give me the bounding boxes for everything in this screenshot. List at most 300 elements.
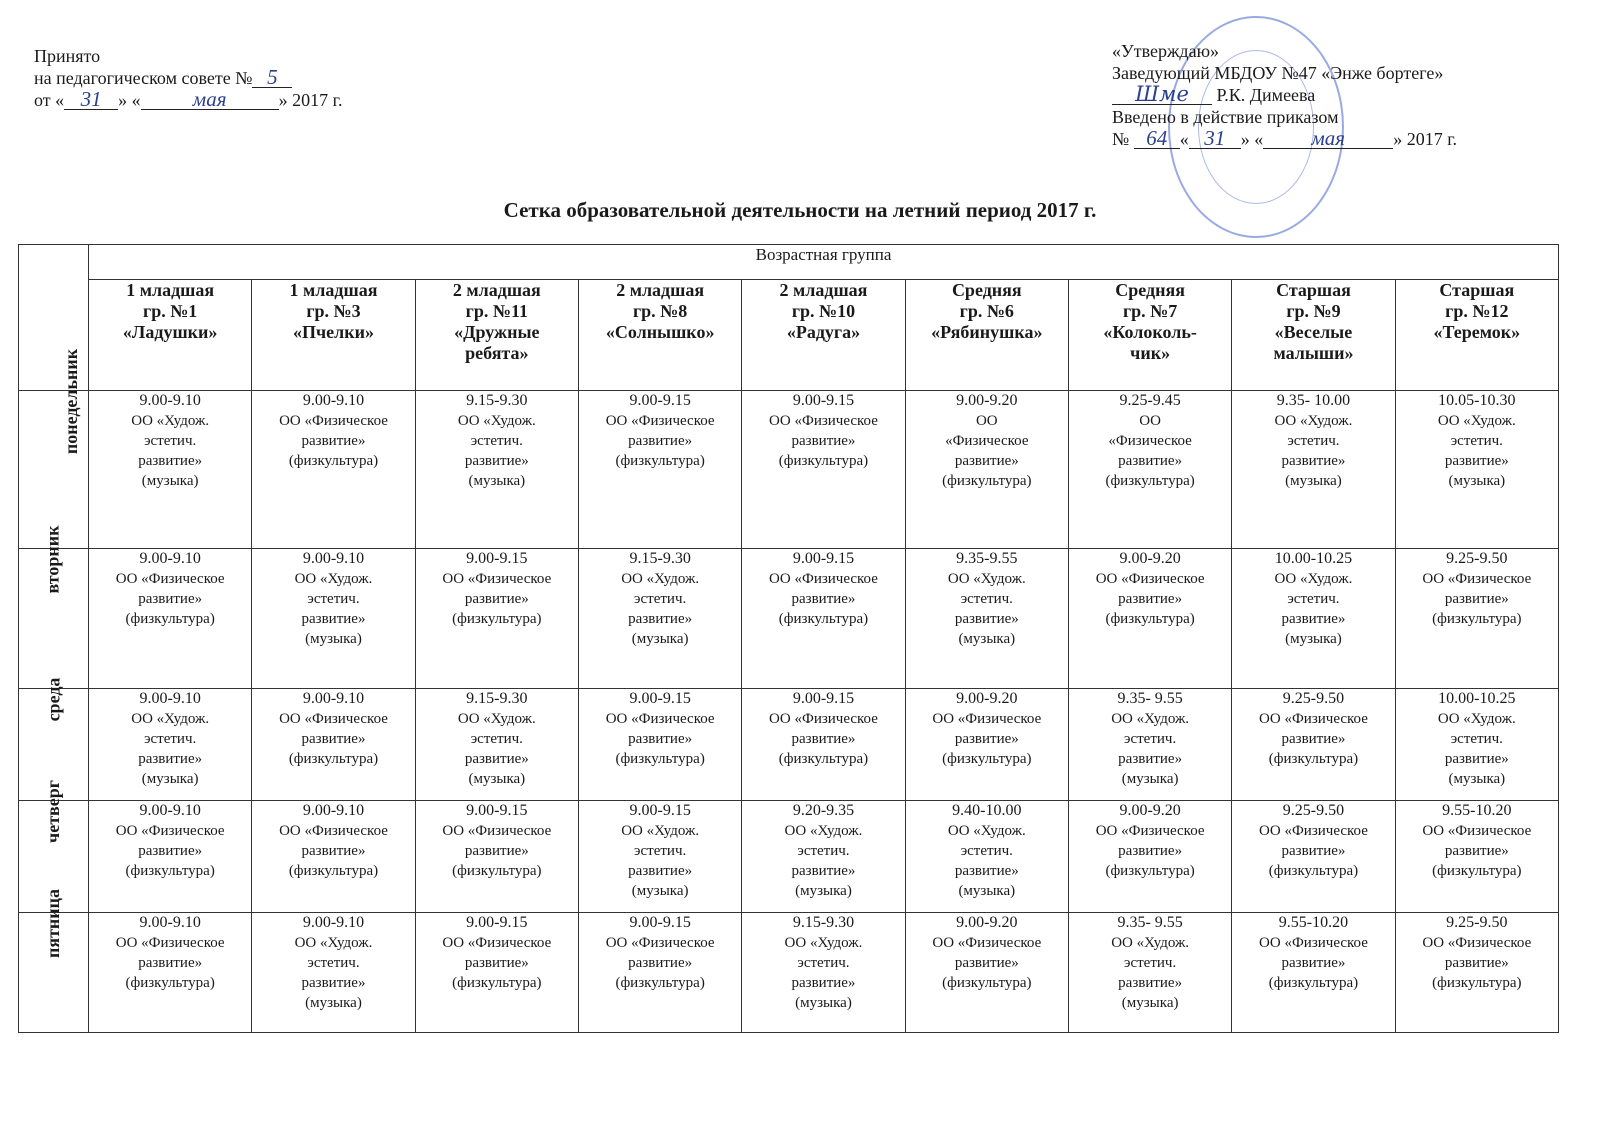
session-text: (музыка) [1121, 995, 1179, 1011]
session-time: 9.00-9.15 [466, 914, 528, 931]
day-label: четверг [42, 780, 63, 843]
session-text: ОО «Физическое [1422, 571, 1532, 587]
schedule-table [18, 244, 1559, 1033]
group-header-line: малыши» [1273, 343, 1354, 363]
session-text: эстетич. [797, 843, 850, 859]
session-text: эстетич. [1124, 731, 1177, 747]
day-label: понедельник [61, 348, 82, 455]
date-prefix: от « [34, 90, 65, 110]
session-text: развитие» [1118, 591, 1183, 607]
session-text: развитие» [954, 731, 1019, 747]
signature-line [1112, 84, 1457, 106]
schedule-cell [905, 549, 1068, 689]
session-text: (музыка) [305, 631, 362, 647]
session-text: развитие» [1118, 843, 1183, 859]
session-time: 9.00-9.15 [629, 392, 691, 409]
day-cell [19, 525, 89, 689]
schedule-cell [905, 391, 1068, 549]
session-text: ОО «Физическое [932, 711, 1042, 727]
order-prefix: № [1112, 129, 1130, 149]
session-text: (физкультура) [1268, 863, 1359, 879]
session-text: ОО «Худож. [1437, 711, 1516, 727]
session-time: 9.00-9.15 [792, 392, 855, 409]
session-time: 9.15-9.30 [629, 550, 691, 567]
session-text: (музыка) [141, 473, 199, 489]
group-header-line: «Веселые [1274, 322, 1353, 342]
approval-block-left [34, 46, 343, 111]
session-text: ОО «Худож. [1111, 711, 1190, 727]
group-header-line: Средняя [951, 280, 1022, 300]
schedule-cell [578, 549, 741, 689]
session-text: эстетич. [634, 843, 687, 859]
session-text: ОО «Физическое [1095, 823, 1205, 839]
session-time: 9.00-9.10 [139, 392, 201, 409]
session-text: развитие» [954, 611, 1019, 627]
session-text: эстетич. [797, 955, 850, 971]
session-text: ОО «Худож. [1437, 413, 1516, 429]
schedule-cell [415, 391, 578, 549]
session-text: развитие» [791, 863, 856, 879]
day-row [19, 801, 1559, 913]
session-text: развитие» [1118, 975, 1183, 991]
schedule-cell [1232, 913, 1395, 1033]
session-text: ОО «Физическое [769, 571, 878, 587]
group-header-row [19, 280, 1559, 391]
session-time: 9.00-9.10 [139, 914, 201, 931]
session-text: развитие» [1281, 611, 1346, 627]
session-time: 10.00-10.25 [1274, 550, 1353, 567]
session-text: (физкультура) [125, 975, 215, 991]
session-time: 9.00-9.20 [956, 392, 1018, 409]
session-time: 9.00-9.15 [629, 802, 691, 819]
session-text: (музыка) [141, 771, 199, 787]
session-text: развитие» [464, 955, 529, 971]
session-text: (физкультура) [288, 453, 379, 469]
session-text: ОО «Физическое [1422, 823, 1532, 839]
day-row [19, 913, 1559, 1033]
session-time: 9.25-9.50 [1446, 550, 1508, 567]
session-text: развитие» [628, 863, 693, 879]
session-text: развитие» [1444, 453, 1509, 469]
session-text: эстетич. [634, 591, 687, 607]
session-time: 9.15-9.30 [792, 914, 855, 931]
session-time: 9.00-9.10 [302, 914, 365, 931]
schedule-cell [1068, 549, 1231, 689]
day-label: среда [42, 677, 63, 722]
group-header-line: «Рябинушка» [931, 322, 1043, 342]
session-text: (музыка) [631, 883, 689, 899]
schedule-cell [89, 801, 252, 913]
session-text: развитие» [791, 433, 856, 449]
session-text: ОО «Физическое [442, 935, 552, 951]
session-text: ОО «Худож. [947, 823, 1026, 839]
session-text: (физкультура) [1105, 611, 1195, 627]
session-text: ОО «Худож. [1274, 571, 1353, 587]
group-header-line: «Пчелки» [293, 322, 374, 342]
session-text: ОО «Физическое [932, 935, 1042, 951]
session-text: ОО «Физическое [605, 935, 715, 951]
session-text: развитие» [301, 843, 366, 859]
session-text: эстетич. [1450, 433, 1503, 449]
caption-row [19, 245, 1559, 280]
schedule-cell [415, 689, 578, 801]
group-header [1232, 280, 1395, 391]
group-header [1068, 280, 1231, 391]
schedule-cell [1068, 801, 1231, 913]
session-text: эстетич. [1124, 955, 1177, 971]
schedule-cell [89, 549, 252, 689]
session-time: 9.00-9.20 [1119, 550, 1181, 567]
session-text: развитие» [138, 843, 203, 859]
council-line [34, 67, 343, 89]
day-label: вторник [42, 525, 63, 594]
session-text: развитие» [628, 955, 693, 971]
session-time: 9.00-9.15 [466, 550, 528, 567]
session-text: развитие» [301, 975, 366, 991]
schedule-cell [252, 391, 415, 549]
session-text: развитие» [791, 591, 856, 607]
group-header-line: «Теремок» [1433, 322, 1521, 342]
group-header-line: 2 младшая [452, 280, 541, 300]
session-text: (музыка) [958, 883, 1016, 899]
session-text: ОО «Физическое [442, 571, 552, 587]
session-text: развитие» [954, 955, 1019, 971]
schedule-cell [1068, 913, 1231, 1033]
order-label: Введено в действие приказом [1112, 107, 1339, 127]
session-text: (музыка) [795, 883, 852, 899]
session-text: «Физическое [1108, 433, 1192, 449]
schedule-cell [1395, 391, 1558, 549]
schedule-cell [1395, 689, 1558, 801]
group-header-line: 2 младшая [779, 280, 868, 300]
session-text: (музыка) [468, 473, 526, 489]
session-text: ОО «Физическое [605, 711, 715, 727]
schedule-cell [89, 913, 252, 1033]
order-suffix: » 2017 г. [1393, 129, 1458, 149]
session-text: развитие» [301, 433, 366, 449]
session-text: ОО «Худож. [1274, 413, 1353, 429]
session-text: ОО «Физическое [279, 711, 388, 727]
schedule-cell [1232, 801, 1395, 913]
session-text: (физкультура) [1268, 975, 1359, 991]
session-text: эстетич. [307, 591, 360, 607]
session-text: (физкультура) [452, 975, 542, 991]
session-text: развитие» [954, 863, 1019, 879]
session-text: ОО «Физическое [769, 413, 878, 429]
session-text: ОО «Физическое [1422, 935, 1532, 951]
session-text: ОО «Худож. [131, 413, 210, 429]
session-time: 9.55-10.20 [1278, 914, 1349, 931]
session-text: развитие» [628, 611, 693, 627]
date-separator: » « [118, 90, 141, 110]
session-text: ОО «Худож. [457, 711, 536, 727]
session-time: 9.00-9.10 [302, 550, 365, 567]
session-text: эстетич. [1287, 433, 1340, 449]
session-time: 9.00-9.15 [466, 802, 528, 819]
group-header-line: гр. №1 [143, 301, 198, 321]
session-time: 9.00-9.20 [956, 914, 1018, 931]
schedule-cell [252, 913, 415, 1033]
session-time: 9.00-9.20 [956, 690, 1018, 707]
session-text: эстетич. [307, 955, 360, 971]
date-suffix: » 2017 г. [278, 90, 343, 110]
session-text: (музыка) [1448, 473, 1506, 489]
group-header-line: гр. №3 [306, 301, 361, 321]
session-text: ОО «Худож. [784, 823, 863, 839]
session-text: развитие» [1281, 843, 1346, 859]
schedule-cell [742, 801, 905, 913]
session-text: «Физическое [945, 433, 1029, 449]
session-text: (физкультура) [778, 751, 869, 767]
session-text: развитие» [628, 731, 693, 747]
session-text: (физкультура) [452, 611, 542, 627]
day-label: пятница [43, 888, 64, 959]
session-time: 9.15-9.30 [466, 392, 528, 409]
session-text: (физкультура) [288, 863, 379, 879]
session-text: развитие» [1281, 731, 1346, 747]
session-text: развитие» [1118, 751, 1183, 767]
schedule-cell [905, 913, 1068, 1033]
group-header-line: гр. №8 [633, 301, 688, 321]
schedule-cell [905, 801, 1068, 913]
session-time: 9.00-9.15 [629, 914, 691, 931]
session-text: развитие» [464, 453, 529, 469]
schedule-cell [742, 689, 905, 801]
session-time: 9.35- 10.00 [1276, 392, 1351, 409]
order-sep1: « [1179, 129, 1189, 149]
session-time: 9.00-9.20 [1119, 802, 1181, 819]
session-text: развитие» [1444, 591, 1509, 607]
session-time: 9.25-9.50 [1282, 802, 1345, 819]
session-text: развитие» [791, 731, 856, 747]
session-time: 10.05-10.30 [1438, 392, 1516, 409]
session-text: ОО «Физическое [1259, 711, 1368, 727]
session-text: (музыка) [958, 631, 1016, 647]
schedule-cell [1068, 391, 1231, 549]
session-text: (физкультура) [288, 751, 379, 767]
session-text: ОО «Физическое [442, 823, 552, 839]
schedule-cell [252, 801, 415, 913]
session-time: 9.35- 9.55 [1117, 914, 1183, 931]
day-row [19, 689, 1559, 801]
day-row [19, 549, 1559, 689]
session-text: ОО «Физическое [1095, 571, 1205, 587]
head-title: Заведующий МБДОУ №47 «Энже бортеге» [1112, 63, 1444, 83]
group-header-line: гр. №6 [959, 301, 1014, 321]
session-time: 9.25-9.50 [1446, 914, 1508, 931]
accepted-label: Принято [34, 46, 101, 66]
session-text: (музыка) [305, 995, 362, 1011]
group-header-line: гр. №12 [1445, 301, 1509, 321]
session-text: ОО «Физическое [1259, 935, 1368, 951]
session-text: эстетич. [1287, 591, 1340, 607]
session-text: развитие» [464, 843, 529, 859]
order-day: 31 [1189, 128, 1241, 149]
date-day: 31 [64, 89, 118, 110]
group-header-line: «Солнышко» [605, 322, 715, 342]
session-text: эстетич. [144, 433, 197, 449]
schedule-cell [578, 801, 741, 913]
session-text: ОО [1139, 413, 1161, 429]
group-header [252, 280, 415, 391]
session-text: (физкультура) [778, 453, 869, 469]
session-text: развитие» [138, 453, 203, 469]
order-sep2: » « [1240, 129, 1264, 149]
session-time: 9.00-9.10 [302, 392, 365, 409]
order-number: 64 [1134, 128, 1180, 149]
schedule-cell [89, 689, 252, 801]
head-name: Р.К. Димеева [1216, 85, 1316, 105]
session-text: (физкультура) [615, 453, 705, 469]
group-header [905, 280, 1068, 391]
group-header-line: «Ладушки» [122, 322, 218, 342]
session-text: эстетич. [144, 731, 197, 747]
session-text: развитие» [1281, 453, 1346, 469]
session-time: 9.00-9.15 [792, 690, 855, 707]
schedule-cell [1232, 549, 1395, 689]
session-text: ОО «Худож. [784, 935, 863, 951]
session-text: (физкультура) [1105, 473, 1195, 489]
date-month: мая [141, 89, 279, 110]
schedule-cell [415, 913, 578, 1033]
schedule-cell [905, 689, 1068, 801]
session-time: 9.00-9.15 [792, 550, 855, 567]
signature: Шме [1112, 84, 1212, 105]
session-text: ОО «Физическое [605, 413, 715, 429]
session-text: развитие» [1444, 955, 1509, 971]
session-text: развитие» [464, 591, 529, 607]
schedule-cell [89, 391, 252, 549]
session-text: развитие» [1444, 751, 1509, 767]
group-header-line: 1 младшая [289, 280, 378, 300]
session-time: 9.00-9.10 [302, 802, 365, 819]
session-time: 9.40-10.00 [952, 802, 1022, 819]
group-header [578, 280, 741, 391]
session-text: (физкультура) [1432, 975, 1522, 991]
session-text: (физкультура) [942, 473, 1032, 489]
session-text: (физкультура) [942, 975, 1032, 991]
session-time: 9.25-9.50 [1282, 690, 1345, 707]
session-time: 9.55-10.20 [1442, 802, 1512, 819]
session-text: развитие» [138, 955, 203, 971]
schedule-cell [742, 549, 905, 689]
schedule-cell [1395, 801, 1558, 913]
schedule-cell [742, 391, 905, 549]
session-text: (музыка) [1448, 771, 1506, 787]
schedule-cell [252, 549, 415, 689]
group-header [1395, 280, 1558, 391]
group-header-line: гр. №7 [1122, 301, 1178, 321]
session-text: ОО «Физическое [769, 711, 878, 727]
session-time: 9.20-9.35 [792, 802, 855, 819]
session-text: эстетич. [470, 433, 523, 449]
schedule-cell [1232, 689, 1395, 801]
group-header [89, 280, 252, 391]
session-text: развитие» [301, 611, 366, 627]
session-text: ОО «Худож. [294, 571, 373, 587]
session-text: (физкультура) [125, 863, 215, 879]
session-time: 9.15-9.30 [466, 690, 528, 707]
group-header-line: ребята» [465, 343, 529, 363]
session-text: ОО «Худож. [621, 823, 700, 839]
council-number: 5 [252, 67, 292, 88]
group-header-line: гр. №11 [465, 301, 528, 321]
session-text: ОО «Худож. [947, 571, 1026, 587]
group-header [742, 280, 905, 391]
session-text: развитие» [138, 591, 203, 607]
session-text: (физкультура) [1105, 863, 1195, 879]
day-row [19, 391, 1559, 549]
schedule-cell [578, 913, 741, 1033]
session-text: ОО «Физическое [1259, 823, 1368, 839]
approve-label: «Утверждаю» [1112, 41, 1220, 61]
group-header [415, 280, 578, 391]
schedule-cell [252, 689, 415, 801]
session-text: ОО «Худож. [1111, 935, 1190, 951]
session-text: (музыка) [795, 995, 852, 1011]
schedule-cell [1395, 913, 1558, 1033]
schedule-cell [415, 549, 578, 689]
session-text: (физкультура) [942, 751, 1032, 767]
session-text: (музыка) [1121, 771, 1179, 787]
session-time: 9.25-9.45 [1119, 392, 1181, 409]
group-header-line: гр. №10 [791, 301, 856, 321]
session-text: ОО «Худож. [131, 711, 210, 727]
session-text: (физкультура) [1432, 611, 1522, 627]
session-text: развитие» [1444, 843, 1509, 859]
session-text: (физкультура) [615, 975, 705, 991]
session-text: ОО «Физическое [279, 413, 388, 429]
session-text: развитие» [138, 751, 203, 767]
schedule-cell [578, 391, 741, 549]
session-text: ОО «Худож. [621, 571, 700, 587]
council-label: на педагогическом совете № [34, 68, 253, 88]
approval-block-right [1112, 40, 1457, 150]
group-header-line: Старшая [1439, 280, 1515, 300]
session-text: развитие» [954, 453, 1019, 469]
session-text: развитие» [1281, 955, 1346, 971]
session-text: развитие» [1118, 453, 1183, 469]
session-text: ОО «Физическое [115, 823, 225, 839]
council-date-line [34, 89, 343, 111]
session-text: (физкультура) [452, 863, 542, 879]
group-header-line: «Колоколь- [1103, 322, 1197, 342]
session-text: эстетич. [470, 731, 523, 747]
schedule-cell [415, 801, 578, 913]
session-text: развитие» [791, 975, 856, 991]
order-month: мая [1263, 128, 1393, 149]
session-time: 9.00-9.10 [139, 802, 201, 819]
session-time: 9.00-9.10 [302, 690, 365, 707]
session-text: ОО [975, 413, 998, 429]
schedule-cell [1232, 391, 1395, 549]
group-header-line: гр. №9 [1286, 301, 1341, 321]
session-time: 10.00-10.25 [1438, 690, 1516, 707]
session-time: 9.00-9.10 [139, 690, 201, 707]
session-text: (физкультура) [1268, 751, 1359, 767]
session-text: (физкультура) [778, 611, 869, 627]
group-header-line: Старшая [1276, 280, 1351, 300]
session-text: ОО «Физическое [115, 571, 225, 587]
session-text: развитие» [464, 751, 529, 767]
session-text: (музыка) [1285, 631, 1342, 647]
day-cell [19, 888, 89, 1033]
order-line [1112, 128, 1457, 150]
group-header-line: чик» [1130, 343, 1171, 363]
group-header-line: 2 младшая [616, 280, 705, 300]
session-text: (физкультура) [125, 611, 215, 627]
group-header-line: Средняя [1115, 280, 1185, 300]
